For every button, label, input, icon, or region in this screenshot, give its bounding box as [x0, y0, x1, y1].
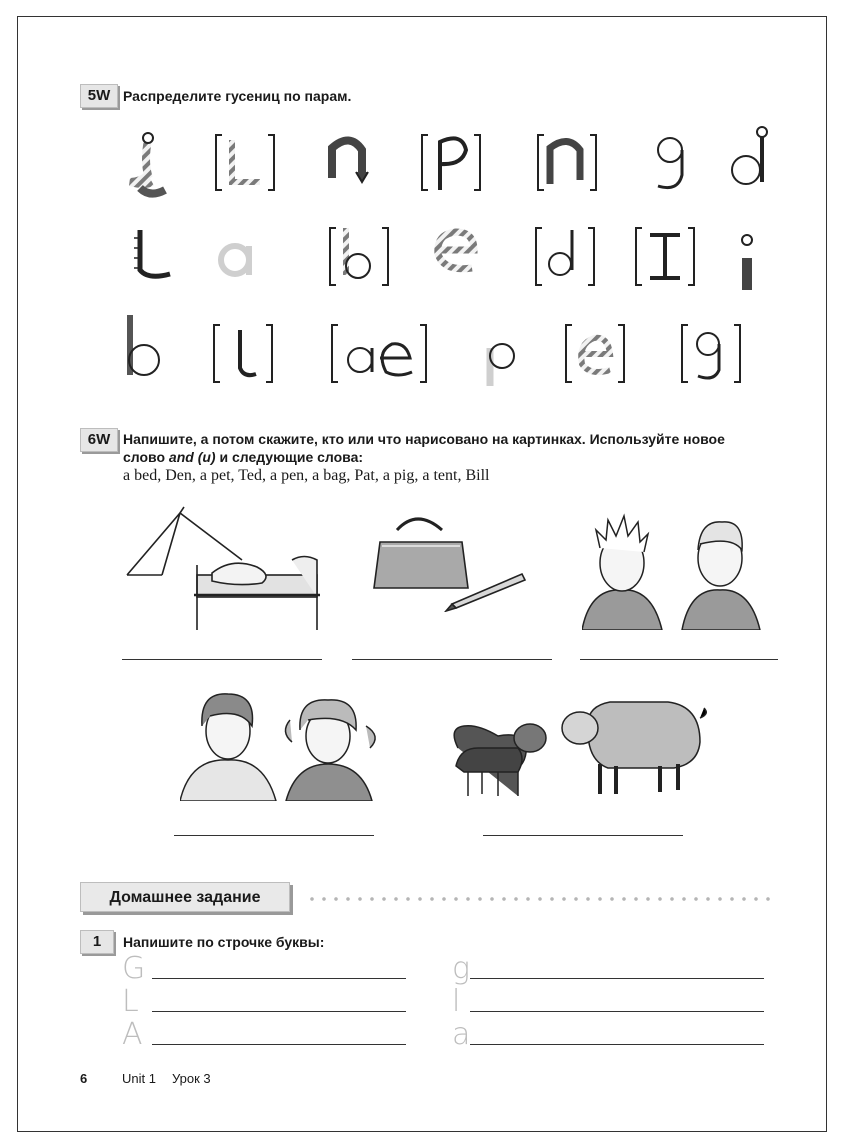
- caterpillar-N-bracketed: [538, 135, 596, 190]
- caterpillar-p: [490, 344, 514, 386]
- task-6w-instruction-line2: слово and (и) и следующие слова:: [123, 449, 364, 465]
- writing-line-a[interactable]: [470, 1044, 764, 1045]
- task-6w-badge: 6W: [80, 428, 118, 452]
- homework-heading: Домашнее задание: [80, 882, 290, 912]
- answer-line-4[interactable]: [174, 835, 374, 836]
- trace-letter-A: A: [122, 1017, 143, 1052]
- task-5w-badge: 5W: [80, 84, 118, 108]
- caterpillar-L-bracketed: [216, 135, 274, 190]
- caterpillar-n: [332, 140, 368, 182]
- homework-dotted-rule: [306, 897, 776, 901]
- caterpillar-l-1: [130, 133, 165, 194]
- boy-and-girl-picture: [180, 686, 390, 801]
- trace-letter-L: L: [122, 984, 139, 1019]
- caterpillar-e-bracketed: [566, 325, 624, 382]
- answer-line-1[interactable]: [122, 659, 322, 660]
- answer-line-2[interactable]: [352, 659, 552, 660]
- caterpillar-d-bracketed: [536, 228, 594, 285]
- caterpillar-b-bracketed: [330, 228, 388, 285]
- footer-unit: Unit 1: [122, 1071, 156, 1086]
- homework-task-1-instruction: Напишите по строчке буквы:: [123, 934, 325, 950]
- caterpillar-a: [221, 246, 249, 275]
- caterpillar-P-bracketed: [422, 135, 480, 190]
- task-6w-word-list: a bed, Den, a pet, Ted, a pen, a bag, Pat, a pig, a tent, Bill: [123, 467, 490, 484]
- task-6w-instruction: [123, 430, 783, 466]
- writing-line-L[interactable]: [152, 1011, 406, 1012]
- caterpillar-letters-grid: [110, 120, 790, 400]
- tent-and-bed-picture: [122, 505, 327, 635]
- task-5w-instruction: Распределите гусениц по парам.: [123, 88, 352, 104]
- writing-line-g[interactable]: [470, 978, 764, 979]
- two-boys-picture: [582, 508, 767, 630]
- trace-letter-l: l: [452, 984, 461, 1019]
- caterpillar-l-2: [134, 230, 170, 276]
- dog-and-pig-picture: [438, 688, 708, 803]
- trace-letter-g: g: [452, 951, 471, 986]
- caterpillar-g: [658, 138, 682, 188]
- writing-line-G[interactable]: [152, 978, 406, 979]
- task-6w-instruction-line1: Напишите, а потом скажите, кто или что нарисовано на картинках. Используйте новое: [123, 431, 725, 447]
- homework-task-1-badge: 1: [80, 930, 114, 954]
- answer-line-5[interactable]: [483, 835, 683, 836]
- answer-line-3[interactable]: [580, 659, 778, 660]
- writing-line-l[interactable]: [470, 1011, 764, 1012]
- trace-letter-a: a: [452, 1017, 471, 1052]
- caterpillar-b: [129, 315, 159, 375]
- caterpillar-l-bracketed: [214, 325, 272, 382]
- footer-lesson: Урок 3: [172, 1071, 211, 1086]
- caterpillar-I-bracketed: [636, 228, 694, 285]
- page-number: 6: [80, 1071, 88, 1086]
- writing-line-A[interactable]: [152, 1044, 406, 1045]
- caterpillar-g-bracketed: [682, 325, 740, 382]
- caterpillar-ae-bracketed: [332, 325, 426, 382]
- caterpillar-i: [742, 235, 752, 290]
- bag-and-pen-picture: [372, 512, 532, 612]
- trace-letter-G: G: [122, 951, 146, 986]
- caterpillar-d: [732, 127, 767, 184]
- caterpillar-e: [438, 232, 474, 269]
